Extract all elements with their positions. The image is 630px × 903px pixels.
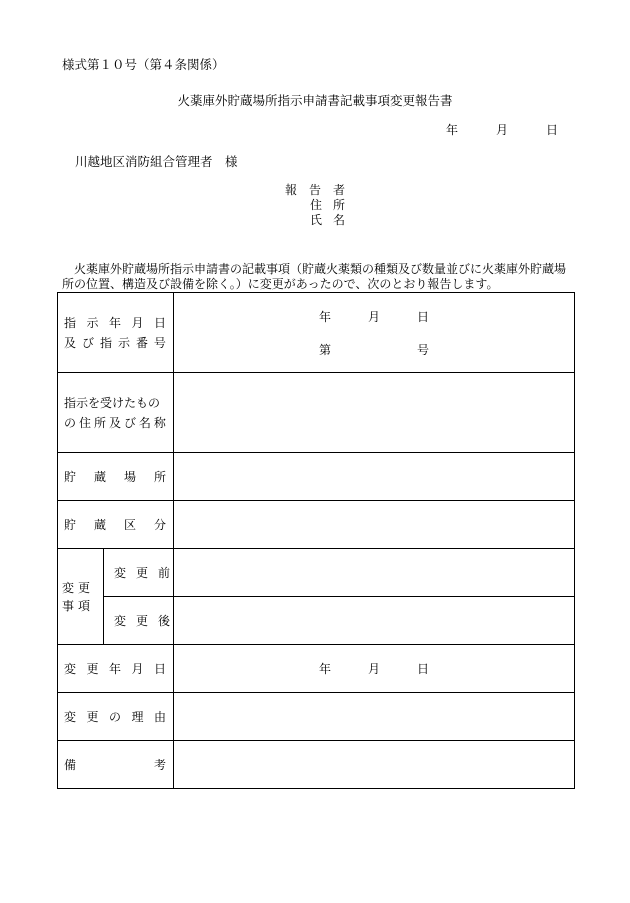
value-storage-class[interactable] (174, 501, 575, 549)
label-change-date: 変 更 年 月 日 (58, 645, 174, 693)
row-instruction-date-number (58, 293, 575, 373)
addressee: 川越地区消防組合管理者 様 (75, 154, 238, 169)
form-number: 様式第１０号（第４条関係） (62, 57, 225, 72)
document-title: 火薬庫外貯蔵場所指示申請書記載事項変更報告書 (177, 93, 453, 108)
date-day: 日 (546, 123, 559, 137)
intro-text: 火薬庫外貯蔵場所指示申請書の記載事項（貯蔵火薬類の種類及び数量並びに火薬庫外貯蔵場所の位置、構造及び設備を除く。）に変更があったので、次のとおり報告します。 (62, 262, 567, 291)
label-storage-class: 貯 蔵 区 分 (58, 501, 174, 549)
reporter-title: 報 告 者 (285, 183, 345, 197)
value-change-after[interactable] (174, 597, 575, 645)
label-instruction-date-number: 指 示 年 月 日 及 び 指 示 番 号 (58, 293, 174, 373)
row-change-before (58, 549, 575, 597)
row-recipient (58, 373, 575, 453)
label-recipient: 指示を受けたもの の 住 所 及 び 名 称 (58, 373, 174, 453)
reporter-block (285, 183, 345, 228)
instruction-date-field: 年 月 日 (319, 309, 429, 324)
value-remarks[interactable] (174, 741, 575, 789)
label-change-items: 変 更 事 項 (58, 549, 104, 645)
label-storage-place: 貯 蔵 場 所 (58, 453, 174, 501)
reporter-address: 住 所 (309, 198, 345, 212)
row-remarks (58, 741, 575, 789)
report-date (446, 121, 558, 138)
value-change-reason[interactable] (174, 693, 575, 741)
row-storage-place (58, 453, 575, 501)
value-change-before[interactable] (174, 549, 575, 597)
value-recipient[interactable] (174, 373, 575, 453)
change-date-field: 年 月 日 (319, 662, 429, 676)
row-storage-class (58, 501, 575, 549)
row-change-date (58, 645, 575, 693)
row-change-reason (58, 693, 575, 741)
reporter-name: 氏 名 (309, 213, 345, 227)
date-year: 年 (446, 123, 459, 137)
value-change-date[interactable] (174, 645, 575, 693)
label-change-before: 変 更 前 (104, 549, 174, 597)
instruction-number-field: 第 号 (319, 342, 429, 357)
report-form-table (57, 292, 575, 789)
date-month: 月 (496, 123, 509, 137)
value-instruction-date-number[interactable] (174, 293, 575, 373)
label-remarks: 備 考 (58, 741, 174, 789)
label-change-after: 変 更 後 (104, 597, 174, 645)
value-storage-place[interactable] (174, 453, 575, 501)
label-change-reason: 変 更 の 理 由 (58, 693, 174, 741)
row-change-after (58, 597, 575, 645)
